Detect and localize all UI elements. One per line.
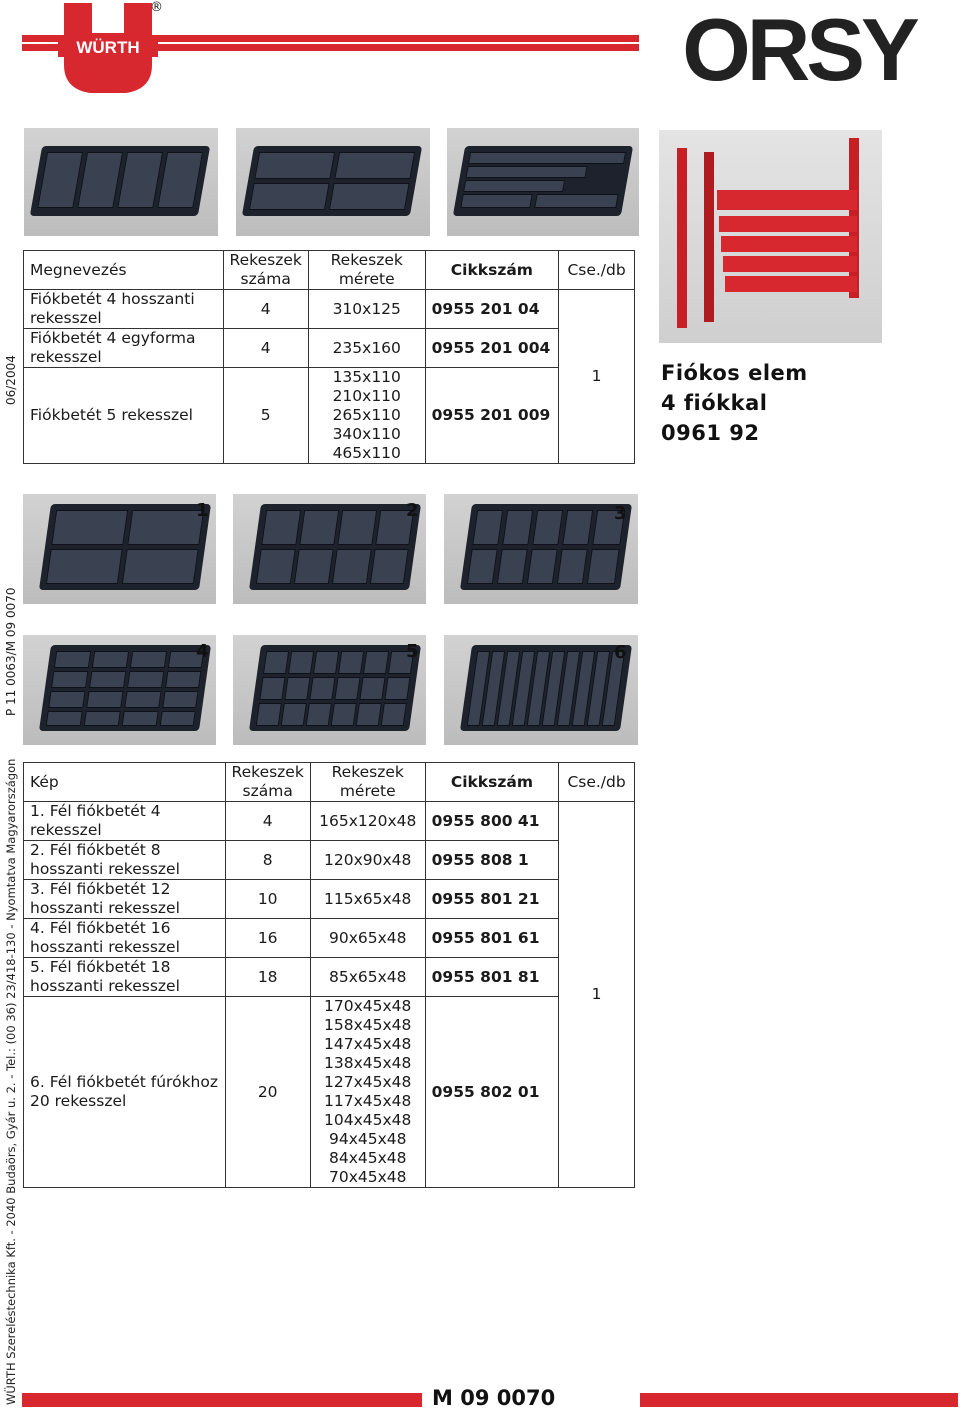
photo-number: 4 — [196, 641, 209, 662]
size-value: 340x110 — [332, 425, 401, 443]
row-code: 0955 800 41 — [425, 802, 559, 841]
row-count: 20 — [225, 997, 310, 1188]
th-name: Megnevezés — [24, 251, 224, 290]
registered-mark: ® — [150, 0, 163, 15]
photo-insert-5 — [447, 128, 639, 236]
side-date: 06/2004 — [4, 355, 18, 405]
wurth-logo — [58, 3, 158, 95]
row-code: 0955 801 21 — [425, 880, 559, 919]
footer-page-code: M 09 0070 — [432, 1386, 556, 1410]
photo-half-insert-6 — [444, 635, 638, 745]
photo-half-insert-4 — [23, 635, 216, 745]
photo-number: 5 — [406, 641, 419, 662]
row-name: 5. Fél fiókbetét 18 hosszanti rekesszel — [24, 958, 226, 997]
product-line3: 0961 92 — [661, 421, 760, 445]
row-size: 90x65x48 — [310, 919, 425, 958]
footer-red-bar-right — [640, 1393, 958, 1407]
row-code: 0955 801 81 — [425, 958, 559, 997]
wurth-wordmark: WÜRTH — [76, 38, 140, 57]
photo-number: 2 — [406, 500, 419, 521]
th-qty: Cse./db — [559, 251, 635, 290]
row-code: 0955 201 009 — [425, 368, 559, 464]
size-value: 127x45x48 — [324, 1073, 412, 1091]
row-name: 6. Fél fiókbetét fúrókhoz 20 rekesszel — [24, 997, 226, 1188]
side-company: WÜRTH Szereléstechnika Kft. - 2040 Budaörs, Gyár u. 2. - Tel.: (00 36) 23/418-130 - Nyomtatva Magyarországon — [4, 758, 18, 1405]
row-size: 120x90x48 — [310, 841, 425, 880]
th-count: Rekeszek száma — [225, 763, 310, 802]
row-code: 0955 808 1 — [425, 841, 559, 880]
row-name: 1. Fél fiókbetét 4 rekesszel — [24, 802, 226, 841]
size-value: 84x45x48 — [328, 1149, 407, 1167]
size-value: 265x110 — [332, 406, 401, 424]
side-codes: P 11 0063/M 09 0070 — [4, 587, 18, 716]
row-name: Fiókbetét 4 hosszanti rekesszel — [24, 290, 224, 329]
photo-drawer-unit — [659, 130, 882, 343]
photo-half-insert-3 — [444, 494, 638, 604]
th-code: Cikkszám — [425, 763, 559, 802]
row-size: 115x65x48 — [310, 880, 425, 919]
size-value: 117x45x48 — [324, 1092, 412, 1110]
size-value: 94x45x48 — [328, 1130, 407, 1148]
row-size: 165x120x48 — [310, 802, 425, 841]
table-top — [23, 250, 635, 464]
row-name: 3. Fél fiókbetét 12 hosszanti rekesszel — [24, 880, 226, 919]
row-count: 10 — [225, 880, 310, 919]
product-line1: Fiókos elem — [661, 361, 808, 385]
row-count: 18 — [225, 958, 310, 997]
row-name: 4. Fél fiókbetét 16 hosszanti rekesszel — [24, 919, 226, 958]
row-name: Fiókbetét 4 egyforma rekesszel — [24, 329, 224, 368]
th-count: Rekeszek száma — [223, 251, 308, 290]
photo-half-insert-2 — [233, 494, 426, 604]
size-value: 158x45x48 — [324, 1016, 412, 1034]
row-count: 8 — [225, 841, 310, 880]
row-name: Fiókbetét 5 rekesszel — [24, 368, 224, 464]
row-size: 310x125 — [308, 290, 425, 329]
row-size: 235x160 — [308, 329, 425, 368]
row-count: 4 — [223, 329, 308, 368]
size-value: 465x110 — [332, 444, 401, 462]
row-code: 0955 802 01 — [425, 997, 559, 1188]
size-value: 147x45x48 — [324, 1035, 412, 1053]
row-name: 2. Fél fiókbetét 8 hosszanti rekesszel — [24, 841, 226, 880]
product-box — [661, 358, 808, 448]
row-size: 85x65x48 — [310, 958, 425, 997]
th-qty: Cse./db — [559, 763, 635, 802]
product-line2: 4 fiókkal — [661, 391, 768, 415]
photo-insert-4-equal — [236, 128, 430, 236]
photo-number: 3 — [614, 503, 627, 524]
size-value: 170x45x48 — [324, 997, 412, 1015]
row-count: 16 — [225, 919, 310, 958]
row-code: 0955 201 04 — [425, 290, 559, 329]
table-bottom — [23, 762, 635, 1188]
th-size: Rekeszek mérete — [310, 763, 425, 802]
row-qty: 1 — [559, 802, 635, 1188]
photo-half-insert-1 — [23, 494, 216, 604]
photo-insert-4-long — [24, 128, 218, 236]
photo-number: 6 — [614, 642, 627, 663]
size-value: 138x45x48 — [324, 1054, 412, 1072]
row-count: 5 — [223, 368, 308, 464]
footer-red-bar-left — [22, 1393, 422, 1407]
size-value: 104x45x48 — [324, 1111, 412, 1129]
row-code: 0955 201 004 — [425, 329, 559, 368]
size-value: 210x110 — [332, 387, 401, 405]
row-qty: 1 — [559, 290, 635, 464]
th-size: Rekeszek mérete — [308, 251, 425, 290]
row-sizes — [310, 997, 425, 1188]
row-count: 4 — [223, 290, 308, 329]
row-count: 4 — [225, 802, 310, 841]
orsy-wordmark: ORSY — [682, 2, 916, 94]
size-value: 70x45x48 — [328, 1168, 407, 1186]
orsy-logo — [652, 2, 947, 94]
th-code: Cikkszám — [425, 251, 559, 290]
row-sizes — [308, 368, 425, 464]
photo-number: 1 — [196, 500, 209, 521]
size-value: 135x110 — [332, 368, 401, 386]
row-code: 0955 801 61 — [425, 919, 559, 958]
photo-half-insert-5 — [233, 635, 426, 745]
th-image: Kép — [24, 763, 226, 802]
